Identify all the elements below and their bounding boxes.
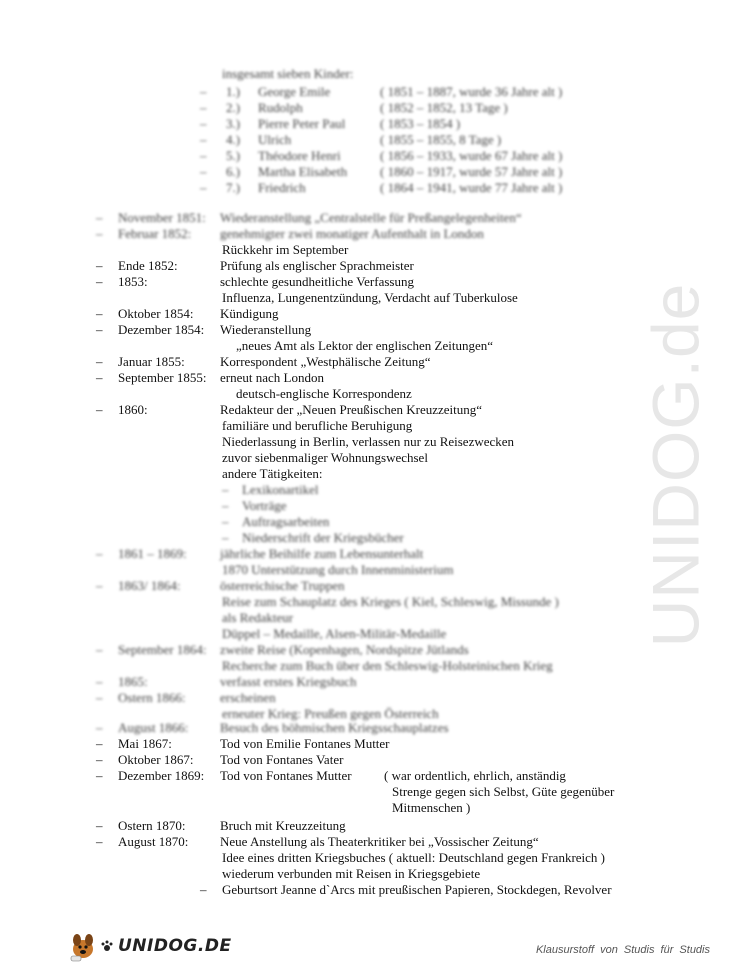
bullet: – bbox=[222, 498, 229, 513]
entry-text: familiäre und berufliche Beruhigung bbox=[222, 418, 413, 433]
child-dates: ( 1851 – 1887, wurde 36 Jahre alt ) bbox=[380, 84, 563, 99]
entry-date: 1860: bbox=[118, 402, 148, 417]
bullet: – bbox=[200, 148, 207, 163]
bullet: – bbox=[200, 882, 207, 897]
footer-tagline: Klausurstoff von Studis für Studis bbox=[535, 944, 710, 956]
entry-text: Vorträge bbox=[242, 498, 287, 513]
bullet: – bbox=[96, 768, 103, 783]
bullet: – bbox=[96, 834, 103, 849]
paw-icon bbox=[100, 939, 114, 953]
entry-date: November 1851: bbox=[118, 210, 206, 225]
bullet: – bbox=[200, 164, 207, 179]
bullet: – bbox=[96, 546, 103, 561]
entry-text: Influenza, Lungenentzündung, Verdacht auf Tuberkulose bbox=[222, 290, 518, 305]
entry-text: österreichische Truppen bbox=[220, 578, 345, 593]
bullet: – bbox=[96, 210, 103, 225]
entry-date: September 1864: bbox=[118, 642, 207, 657]
logo-text: UNIDOG.DE bbox=[118, 936, 232, 956]
entry-text: Rückkehr im September bbox=[222, 242, 349, 257]
bullet: – bbox=[96, 690, 103, 705]
bullet: – bbox=[96, 258, 103, 273]
bullet: – bbox=[96, 674, 103, 689]
entry-text: Reise zum Schauplatz des Krieges ( Kiel, Schleswig, Missunde ) bbox=[222, 594, 559, 609]
child-dates: ( 1855 – 1855, 8 Tage ) bbox=[380, 132, 502, 147]
child-num: 3.) bbox=[226, 116, 241, 131]
bullet: – bbox=[96, 354, 103, 369]
entry-text: Niederschrift der Kriegsbücher bbox=[242, 530, 404, 545]
child-dates: ( 1852 – 1852, 13 Tage ) bbox=[380, 100, 508, 115]
watermark-text: UNIDOG.de bbox=[638, 282, 712, 648]
entry-text: Lexikonartikel bbox=[242, 482, 319, 497]
child-num: 1.) bbox=[226, 84, 241, 99]
bullet: – bbox=[96, 642, 103, 657]
entry-text: erneut nach London bbox=[220, 370, 324, 385]
bullet: – bbox=[96, 402, 103, 417]
bullet: – bbox=[200, 132, 207, 147]
entry-text: schlechte gesundheitliche Verfassung bbox=[220, 274, 414, 289]
entry-text: als Redakteur bbox=[222, 610, 294, 625]
bullet: – bbox=[96, 578, 103, 593]
entry-text: Besuch des böhmischen Kriegsschauplatzes bbox=[220, 720, 449, 735]
entry-date: September 1855: bbox=[118, 370, 207, 385]
entry-text: 1870 Unterstützung durch Innenministerium bbox=[222, 562, 454, 577]
child-name: Ulrich bbox=[258, 132, 292, 147]
entry-text: Korrespondent „Westphälische Zeitung“ bbox=[220, 354, 431, 369]
entry-text: Tod von Emilie Fontanes Mutter bbox=[220, 736, 390, 751]
child-num: 7.) bbox=[226, 180, 241, 195]
entry-text: Bruch mit Kreuzzeitung bbox=[220, 818, 346, 833]
bullet: – bbox=[222, 482, 229, 497]
entry-date: August 1866: bbox=[118, 720, 189, 735]
bullet: – bbox=[200, 84, 207, 99]
bullet: – bbox=[96, 752, 103, 767]
entry-date: 1861 – 1869: bbox=[118, 546, 187, 561]
bullet: – bbox=[96, 720, 103, 735]
entry-text: Strenge gegen sich Selbst, Güte gegenüber bbox=[392, 784, 615, 799]
entry-date: Oktober 1867: bbox=[118, 752, 194, 767]
entry-text: Kündigung bbox=[220, 306, 279, 321]
entry-text: deutsch-englische Korrespondenz bbox=[236, 386, 412, 401]
entry-text: wiederum verbunden mit Reisen in Kriegsgebiete bbox=[222, 866, 481, 881]
entry-text: ( war ordentlich, ehrlich, anständig bbox=[384, 768, 566, 783]
entry-date: Ostern 1870: bbox=[118, 818, 186, 833]
entry-date: Februar 1852: bbox=[118, 226, 192, 241]
bullet: – bbox=[96, 818, 103, 833]
bullet: – bbox=[96, 306, 103, 321]
child-dates: ( 1856 – 1933, wurde 67 Jahre alt ) bbox=[380, 148, 563, 163]
entry-text: zuvor siebenmaliger Wohnungswechsel bbox=[222, 450, 428, 465]
child-name: Théodore Henri bbox=[258, 148, 341, 163]
entry-text: Tod von Fontanes Vater bbox=[220, 752, 344, 767]
entry-text: Redakteur der „Neuen Preußischen Kreuzzeitung“ bbox=[220, 402, 483, 417]
child-num: 5.) bbox=[226, 148, 241, 163]
entry-date: 1853: bbox=[118, 274, 148, 289]
entry-text: erscheinen bbox=[220, 690, 276, 705]
bullet: – bbox=[96, 226, 103, 241]
bullet: – bbox=[200, 116, 207, 131]
entry-text: Geburtsort Jeanne d`Arcs mit preußischen Papieren, Stockdegen, Revolver bbox=[222, 882, 612, 897]
child-name: George Emile bbox=[258, 84, 331, 99]
dog-icon bbox=[66, 929, 100, 963]
entry-date: Ostern 1866: bbox=[118, 690, 186, 705]
bullet: – bbox=[96, 322, 103, 337]
entry-date: Oktober 1854: bbox=[118, 306, 194, 321]
entry-date: 1865: bbox=[118, 674, 148, 689]
child-dates: ( 1853 – 1854 ) bbox=[380, 116, 461, 131]
entry-text: zweite Reise (Kopenhagen, Nordspitze Jütlands bbox=[220, 642, 469, 657]
entry-text: Recherche zum Buch über den Schleswig-Holsteinischen Krieg bbox=[222, 658, 553, 673]
entry-text: jährliche Beihilfe zum Lebensunterhalt bbox=[220, 546, 424, 561]
child-num: 6.) bbox=[226, 164, 241, 179]
entry-text: Neue Anstellung als Theaterkritiker bei „Vossischer Zeitung“ bbox=[220, 834, 539, 849]
entry-date: Dezember 1869: bbox=[118, 768, 205, 783]
entry-text: genehmigter zwei monatiger Aufenthalt in London bbox=[220, 226, 484, 241]
child-dates: ( 1860 – 1917, wurde 57 Jahre alt ) bbox=[380, 164, 563, 179]
bullet: – bbox=[222, 530, 229, 545]
entry-text: andere Tätigkeiten: bbox=[222, 466, 323, 481]
child-name: Pierre Peter Paul bbox=[258, 116, 346, 131]
child-name: Martha Elisabeth bbox=[258, 164, 348, 179]
entry-text: erneuter Krieg: Preußen gegen Österreich bbox=[222, 706, 439, 721]
entry-date: Mai 1867: bbox=[118, 736, 172, 751]
entry-text: „neues Amt als Lektor der englischen Zeitungen“ bbox=[236, 338, 494, 353]
entry-text: Tod von Fontanes Mutter bbox=[220, 768, 352, 783]
bullet: – bbox=[96, 370, 103, 385]
entry-text: Düppel – Medaille, Alsen-Militär-Medaille bbox=[222, 626, 447, 641]
entry-text: Prüfung als englischer Sprachmeister bbox=[220, 258, 414, 273]
children-heading: insgesamt sieben Kinder: bbox=[222, 66, 354, 81]
entry-date: Januar 1855: bbox=[118, 354, 185, 369]
entry-text: verfasst erstes Kriegsbuch bbox=[220, 674, 357, 689]
entry-date: 1863/ 1864: bbox=[118, 578, 181, 593]
child-name: Rudolph bbox=[258, 100, 303, 115]
bullet: – bbox=[96, 274, 103, 289]
child-dates: ( 1864 – 1941, wurde 77 Jahre alt ) bbox=[380, 180, 563, 195]
child-num: 4.) bbox=[226, 132, 241, 147]
entry-text: Wiederanstellung „Centralstelle für Preßangelegenheiten“ bbox=[220, 210, 522, 225]
entry-text: Idee eines dritten Kriegsbuches ( aktuell: Deutschland gegen Frankreich ) bbox=[222, 850, 605, 865]
bullet: – bbox=[200, 180, 207, 195]
entry-text: Mitmenschen ) bbox=[392, 800, 471, 815]
bullet: – bbox=[222, 514, 229, 529]
child-name: Friedrich bbox=[258, 180, 306, 195]
entry-date: Dezember 1854: bbox=[118, 322, 205, 337]
bullet: – bbox=[200, 100, 207, 115]
entry-date: August 1870: bbox=[118, 834, 189, 849]
entry-text: Wiederanstellung bbox=[220, 322, 312, 337]
entry-text: Auftragsarbeiten bbox=[242, 514, 330, 529]
entry-text: Niederlassung in Berlin, verlassen nur zu Reisezwecken bbox=[222, 434, 515, 449]
footer-logo bbox=[66, 928, 232, 964]
watermark bbox=[600, 250, 750, 680]
child-num: 2.) bbox=[226, 100, 241, 115]
bullet: – bbox=[96, 736, 103, 751]
entry-date: Ende 1852: bbox=[118, 258, 178, 273]
